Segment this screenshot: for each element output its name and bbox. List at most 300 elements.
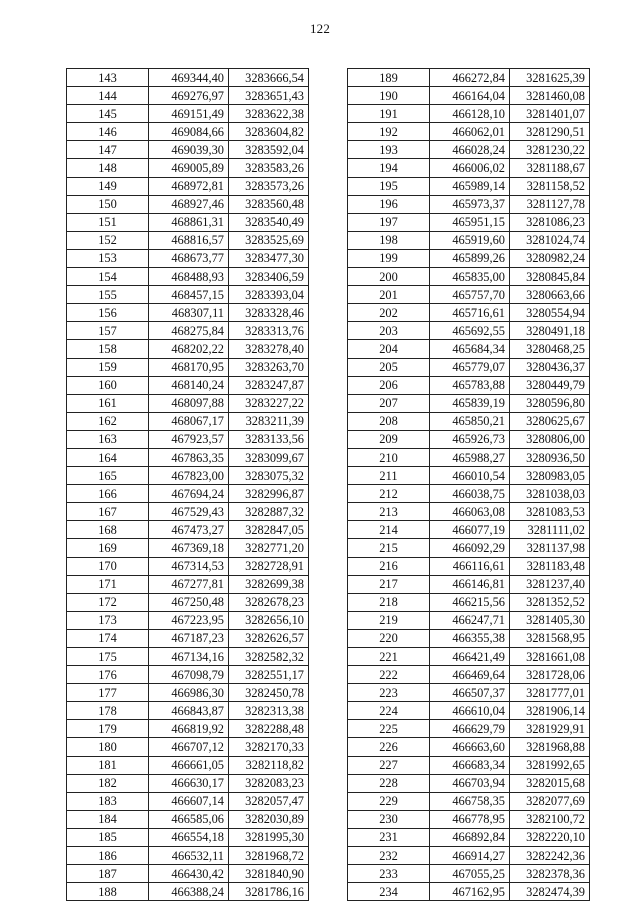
y-coordinate-cell: 3282474,39: [510, 883, 590, 901]
point-number-cell: 202: [348, 304, 430, 322]
point-number-cell: 234: [348, 883, 430, 901]
table-row: [67, 521, 309, 539]
x-coordinate-cell: 466607,14: [149, 792, 229, 810]
y-coordinate-cell: 3280554,94: [510, 304, 590, 322]
x-coordinate-cell: 466661,05: [149, 756, 229, 774]
x-coordinate-cell: 467250,48: [149, 593, 229, 611]
y-coordinate-cell: 3283525,69: [229, 231, 309, 249]
table-row: [348, 847, 590, 865]
x-coordinate-cell: 468202,22: [149, 340, 229, 358]
table-row: [348, 593, 590, 611]
x-coordinate-cell: 468488,93: [149, 268, 229, 286]
point-number-cell: 196: [348, 195, 430, 213]
y-coordinate-cell: 3282450,78: [229, 684, 309, 702]
point-number-cell: 210: [348, 448, 430, 466]
point-number-cell: 185: [67, 828, 149, 846]
y-coordinate-cell: 3280936,50: [510, 448, 590, 466]
x-coordinate-cell: 466430,42: [149, 865, 229, 883]
point-number-cell: 147: [67, 141, 149, 159]
y-coordinate-cell: 3283211,39: [229, 412, 309, 430]
table-row: [67, 575, 309, 593]
y-coordinate-cell: 3283075,32: [229, 467, 309, 485]
point-number-cell: 192: [348, 123, 430, 141]
y-coordinate-cell: 3283278,40: [229, 340, 309, 358]
table-row: [67, 322, 309, 340]
y-coordinate-cell: 3280468,25: [510, 340, 590, 358]
x-coordinate-cell: 466215,56: [430, 593, 510, 611]
point-number-cell: 181: [67, 756, 149, 774]
coordinates-table-right: [347, 68, 590, 901]
x-coordinate-cell: 466892,84: [430, 828, 510, 846]
x-coordinate-cell: 465835,00: [430, 268, 510, 286]
y-coordinate-cell: 3283651,43: [229, 87, 309, 105]
table-row: [348, 485, 590, 503]
x-coordinate-cell: 466077,19: [430, 521, 510, 539]
table-row: [348, 828, 590, 846]
point-number-cell: 229: [348, 792, 430, 810]
y-coordinate-cell: 3283099,67: [229, 448, 309, 466]
y-coordinate-cell: 3281086,23: [510, 213, 590, 231]
table-row: [348, 792, 590, 810]
point-number-cell: 182: [67, 774, 149, 792]
table-row: [67, 177, 309, 195]
table-row: [67, 774, 309, 792]
point-number-cell: 224: [348, 702, 430, 720]
y-coordinate-cell: 3282015,68: [510, 774, 590, 792]
table-row: [67, 611, 309, 629]
y-coordinate-cell: 3283393,04: [229, 286, 309, 304]
y-coordinate-cell: 3281083,53: [510, 503, 590, 521]
y-coordinate-cell: 3281183,48: [510, 557, 590, 575]
x-coordinate-cell: 465692,55: [430, 322, 510, 340]
table-row: [348, 141, 590, 159]
table-row: [67, 629, 309, 647]
table-row: [67, 412, 309, 430]
x-coordinate-cell: 468861,31: [149, 213, 229, 231]
table-row: [348, 684, 590, 702]
point-number-cell: 189: [348, 69, 430, 87]
point-number-cell: 172: [67, 593, 149, 611]
y-coordinate-cell: 3282313,38: [229, 702, 309, 720]
x-coordinate-cell: 467923,57: [149, 430, 229, 448]
point-number-cell: 157: [67, 322, 149, 340]
table-row: [67, 286, 309, 304]
y-coordinate-cell: 3282582,32: [229, 648, 309, 666]
y-coordinate-cell: 3283583,26: [229, 159, 309, 177]
table-row: [67, 141, 309, 159]
x-coordinate-cell: 466683,34: [430, 756, 510, 774]
y-coordinate-cell: 3283227,22: [229, 394, 309, 412]
point-number-cell: 216: [348, 557, 430, 575]
y-coordinate-cell: 3282656,10: [229, 611, 309, 629]
x-coordinate-cell: 466986,30: [149, 684, 229, 702]
x-coordinate-cell: 466146,81: [430, 575, 510, 593]
table-row: [67, 394, 309, 412]
point-number-cell: 221: [348, 648, 430, 666]
y-coordinate-cell: 3282678,23: [229, 593, 309, 611]
x-coordinate-cell: 466532,11: [149, 847, 229, 865]
x-coordinate-cell: 468307,11: [149, 304, 229, 322]
x-coordinate-cell: 466914,27: [430, 847, 510, 865]
table-row: [67, 123, 309, 141]
y-coordinate-cell: 3281237,40: [510, 575, 590, 593]
table-row: [67, 304, 309, 322]
x-coordinate-cell: 465684,34: [430, 340, 510, 358]
table-row: [67, 503, 309, 521]
x-coordinate-cell: 469084,66: [149, 123, 229, 141]
point-number-cell: 191: [348, 105, 430, 123]
point-number-cell: 146: [67, 123, 149, 141]
y-coordinate-cell: 3281460,08: [510, 87, 590, 105]
y-coordinate-cell: 3280436,37: [510, 358, 590, 376]
table-row: [67, 340, 309, 358]
y-coordinate-cell: 3281968,88: [510, 738, 590, 756]
point-number-cell: 218: [348, 593, 430, 611]
point-number-cell: 205: [348, 358, 430, 376]
point-number-cell: 179: [67, 720, 149, 738]
table-row: [348, 557, 590, 575]
point-number-cell: 148: [67, 159, 149, 177]
x-coordinate-cell: 465850,21: [430, 412, 510, 430]
table-row: [67, 87, 309, 105]
y-coordinate-cell: 3283560,48: [229, 195, 309, 213]
x-coordinate-cell: 467162,95: [430, 883, 510, 901]
x-coordinate-cell: 466630,17: [149, 774, 229, 792]
table-row: [67, 467, 309, 485]
table-row: [348, 810, 590, 828]
point-number-cell: 213: [348, 503, 430, 521]
table-row: [348, 430, 590, 448]
table-row: [348, 865, 590, 883]
x-coordinate-cell: 466028,24: [430, 141, 510, 159]
point-number-cell: 225: [348, 720, 430, 738]
point-number-cell: 201: [348, 286, 430, 304]
table-row: [348, 521, 590, 539]
y-coordinate-cell: 3283604,82: [229, 123, 309, 141]
point-number-cell: 186: [67, 847, 149, 865]
x-coordinate-cell: 468097,88: [149, 394, 229, 412]
x-coordinate-cell: 465779,07: [430, 358, 510, 376]
x-coordinate-cell: 466038,75: [430, 485, 510, 503]
point-number-cell: 174: [67, 629, 149, 647]
x-coordinate-cell: 465899,26: [430, 249, 510, 267]
y-coordinate-cell: 3280663,66: [510, 286, 590, 304]
y-coordinate-cell: 3281111,02: [510, 521, 590, 539]
x-coordinate-cell: 466469,64: [430, 666, 510, 684]
table-row: [348, 756, 590, 774]
point-number-cell: 217: [348, 575, 430, 593]
point-number-cell: 215: [348, 539, 430, 557]
y-coordinate-cell: 3282626,57: [229, 629, 309, 647]
point-number-cell: 208: [348, 412, 430, 430]
x-coordinate-cell: 465783,88: [430, 376, 510, 394]
point-number-cell: 184: [67, 810, 149, 828]
point-number-cell: 165: [67, 467, 149, 485]
y-coordinate-cell: 3283406,59: [229, 268, 309, 286]
y-coordinate-cell: 3281728,06: [510, 666, 590, 684]
y-coordinate-cell: 3283573,26: [229, 177, 309, 195]
point-number-cell: 160: [67, 376, 149, 394]
point-number-cell: 187: [67, 865, 149, 883]
x-coordinate-cell: 465989,14: [430, 177, 510, 195]
y-coordinate-cell: 3281786,16: [229, 883, 309, 901]
x-coordinate-cell: 466778,95: [430, 810, 510, 828]
table-row: [67, 231, 309, 249]
table-row: [348, 159, 590, 177]
x-coordinate-cell: 465926,73: [430, 430, 510, 448]
y-coordinate-cell: 3281158,52: [510, 177, 590, 195]
point-number-cell: 200: [348, 268, 430, 286]
y-coordinate-cell: 3282378,36: [510, 865, 590, 883]
y-coordinate-cell: 3281137,98: [510, 539, 590, 557]
x-coordinate-cell: 468816,57: [149, 231, 229, 249]
table-row: [67, 358, 309, 376]
table-row: [348, 268, 590, 286]
y-coordinate-cell: 3282771,20: [229, 539, 309, 557]
point-number-cell: 230: [348, 810, 430, 828]
y-coordinate-cell: 3282170,33: [229, 738, 309, 756]
point-number-cell: 190: [348, 87, 430, 105]
table-row: [348, 87, 590, 105]
x-coordinate-cell: 466355,38: [430, 629, 510, 647]
y-coordinate-cell: 3280845,84: [510, 268, 590, 286]
y-coordinate-cell: 3281127,78: [510, 195, 590, 213]
x-coordinate-cell: 468170,95: [149, 358, 229, 376]
x-coordinate-cell: 468067,17: [149, 412, 229, 430]
table-row: [348, 575, 590, 593]
x-coordinate-cell: 466092,29: [430, 539, 510, 557]
y-coordinate-cell: 3281290,51: [510, 123, 590, 141]
y-coordinate-cell: 3283328,46: [229, 304, 309, 322]
table-row: [348, 340, 590, 358]
y-coordinate-cell: 3282728,91: [229, 557, 309, 575]
point-number-cell: 170: [67, 557, 149, 575]
table-row: [348, 123, 590, 141]
y-coordinate-cell: 3282083,23: [229, 774, 309, 792]
table-row: [348, 286, 590, 304]
x-coordinate-cell: 467694,24: [149, 485, 229, 503]
y-coordinate-cell: 3281024,74: [510, 231, 590, 249]
point-number-cell: 178: [67, 702, 149, 720]
table-row: [67, 792, 309, 810]
y-coordinate-cell: 3282220,10: [510, 828, 590, 846]
point-number-cell: 188: [67, 883, 149, 901]
point-number-cell: 195: [348, 177, 430, 195]
y-coordinate-cell: 3282699,38: [229, 575, 309, 593]
x-coordinate-cell: 466063,08: [430, 503, 510, 521]
y-coordinate-cell: 3283477,30: [229, 249, 309, 267]
table-row: [348, 412, 590, 430]
point-number-cell: 177: [67, 684, 149, 702]
table-row: [67, 105, 309, 123]
x-coordinate-cell: 467473,27: [149, 521, 229, 539]
point-number-cell: 228: [348, 774, 430, 792]
y-coordinate-cell: 3283666,54: [229, 69, 309, 87]
table-row: [348, 503, 590, 521]
table-row: [67, 539, 309, 557]
point-number-cell: 161: [67, 394, 149, 412]
point-number-cell: 223: [348, 684, 430, 702]
y-coordinate-cell: 3281992,65: [510, 756, 590, 774]
point-number-cell: 153: [67, 249, 149, 267]
y-coordinate-cell: 3281995,30: [229, 828, 309, 846]
table-row: [67, 810, 309, 828]
x-coordinate-cell: 466272,84: [430, 69, 510, 87]
table-row: [348, 648, 590, 666]
table-row: [348, 467, 590, 485]
table-row: [67, 702, 309, 720]
point-number-cell: 219: [348, 611, 430, 629]
y-coordinate-cell: 3282057,47: [229, 792, 309, 810]
x-coordinate-cell: 466629,79: [430, 720, 510, 738]
point-number-cell: 227: [348, 756, 430, 774]
x-coordinate-cell: 466164,04: [430, 87, 510, 105]
x-coordinate-cell: 468457,15: [149, 286, 229, 304]
x-coordinate-cell: 466128,10: [430, 105, 510, 123]
table-row: [67, 666, 309, 684]
point-number-cell: 154: [67, 268, 149, 286]
point-number-cell: 176: [67, 666, 149, 684]
table-row: [67, 485, 309, 503]
x-coordinate-cell: 466585,06: [149, 810, 229, 828]
table-row: [348, 611, 590, 629]
table-row: [348, 702, 590, 720]
point-number-cell: 163: [67, 430, 149, 448]
y-coordinate-cell: 3282100,72: [510, 810, 590, 828]
x-coordinate-cell: 467277,81: [149, 575, 229, 593]
y-coordinate-cell: 3280596,80: [510, 394, 590, 412]
y-coordinate-cell: 3282996,87: [229, 485, 309, 503]
y-coordinate-cell: 3281568,95: [510, 629, 590, 647]
x-coordinate-cell: 467223,95: [149, 611, 229, 629]
point-number-cell: 169: [67, 539, 149, 557]
x-coordinate-cell: 465716,61: [430, 304, 510, 322]
x-coordinate-cell: 465973,37: [430, 195, 510, 213]
x-coordinate-cell: 467055,25: [430, 865, 510, 883]
table-row: [348, 249, 590, 267]
table-row: [67, 195, 309, 213]
x-coordinate-cell: 467134,16: [149, 648, 229, 666]
table-row: [348, 213, 590, 231]
point-number-cell: 211: [348, 467, 430, 485]
coordinates-table-left: [66, 68, 309, 901]
table-row: [67, 593, 309, 611]
point-number-cell: 194: [348, 159, 430, 177]
x-coordinate-cell: 466010,54: [430, 467, 510, 485]
point-number-cell: 162: [67, 412, 149, 430]
x-coordinate-cell: 468140,24: [149, 376, 229, 394]
y-coordinate-cell: 3281777,01: [510, 684, 590, 702]
y-coordinate-cell: 3280982,24: [510, 249, 590, 267]
point-number-cell: 159: [67, 358, 149, 376]
y-coordinate-cell: 3281038,03: [510, 485, 590, 503]
x-coordinate-cell: 469039,30: [149, 141, 229, 159]
y-coordinate-cell: 3281906,14: [510, 702, 590, 720]
y-coordinate-cell: 3283313,76: [229, 322, 309, 340]
y-coordinate-cell: 3283247,87: [229, 376, 309, 394]
x-coordinate-cell: 468673,77: [149, 249, 229, 267]
y-coordinate-cell: 3282847,05: [229, 521, 309, 539]
x-coordinate-cell: 466247,71: [430, 611, 510, 629]
point-number-cell: 199: [348, 249, 430, 267]
x-coordinate-cell: 466006,02: [430, 159, 510, 177]
y-coordinate-cell: 3281661,08: [510, 648, 590, 666]
x-coordinate-cell: 467187,23: [149, 629, 229, 647]
y-coordinate-cell: 3282242,36: [510, 847, 590, 865]
point-number-cell: 222: [348, 666, 430, 684]
table-row: [67, 828, 309, 846]
point-number-cell: 167: [67, 503, 149, 521]
table-row: [348, 539, 590, 557]
x-coordinate-cell: 467823,00: [149, 467, 229, 485]
x-coordinate-cell: 468927,46: [149, 195, 229, 213]
point-number-cell: 164: [67, 448, 149, 466]
table-row: [67, 430, 309, 448]
x-coordinate-cell: 469276,97: [149, 87, 229, 105]
point-number-cell: 207: [348, 394, 430, 412]
x-coordinate-cell: 466116,61: [430, 557, 510, 575]
table-row: [67, 448, 309, 466]
table-row: [67, 268, 309, 286]
table-row: [67, 249, 309, 267]
y-coordinate-cell: 3281188,67: [510, 159, 590, 177]
table-row: [67, 213, 309, 231]
point-number-cell: 204: [348, 340, 430, 358]
x-coordinate-cell: 466707,12: [149, 738, 229, 756]
point-number-cell: 168: [67, 521, 149, 539]
y-coordinate-cell: 3281401,07: [510, 105, 590, 123]
point-number-cell: 150: [67, 195, 149, 213]
point-number-cell: 171: [67, 575, 149, 593]
x-coordinate-cell: 466610,04: [430, 702, 510, 720]
table-row: [348, 358, 590, 376]
table-row: [348, 69, 590, 87]
x-coordinate-cell: 468275,84: [149, 322, 229, 340]
table-row: [348, 394, 590, 412]
x-coordinate-cell: 466554,18: [149, 828, 229, 846]
table-row: [348, 304, 590, 322]
point-number-cell: 152: [67, 231, 149, 249]
y-coordinate-cell: 3281625,39: [510, 69, 590, 87]
table-row: [67, 756, 309, 774]
table-row: [67, 376, 309, 394]
x-coordinate-cell: 465839,19: [430, 394, 510, 412]
table-row: [348, 666, 590, 684]
y-coordinate-cell: 3280806,00: [510, 430, 590, 448]
x-coordinate-cell: 466758,35: [430, 792, 510, 810]
y-coordinate-cell: 3283592,04: [229, 141, 309, 159]
x-coordinate-cell: 466062,01: [430, 123, 510, 141]
table-row: [348, 322, 590, 340]
point-number-cell: 220: [348, 629, 430, 647]
point-number-cell: 183: [67, 792, 149, 810]
y-coordinate-cell: 3282118,82: [229, 756, 309, 774]
y-coordinate-cell: 3283540,49: [229, 213, 309, 231]
table-row: [67, 720, 309, 738]
x-coordinate-cell: 467314,53: [149, 557, 229, 575]
x-coordinate-cell: 467529,43: [149, 503, 229, 521]
x-coordinate-cell: 466703,94: [430, 774, 510, 792]
table-row: [348, 738, 590, 756]
point-number-cell: 232: [348, 847, 430, 865]
point-number-cell: 193: [348, 141, 430, 159]
table-row: [67, 738, 309, 756]
x-coordinate-cell: 465757,70: [430, 286, 510, 304]
point-number-cell: 212: [348, 485, 430, 503]
point-number-cell: 143: [67, 69, 149, 87]
point-number-cell: 209: [348, 430, 430, 448]
x-coordinate-cell: 466421,49: [430, 648, 510, 666]
